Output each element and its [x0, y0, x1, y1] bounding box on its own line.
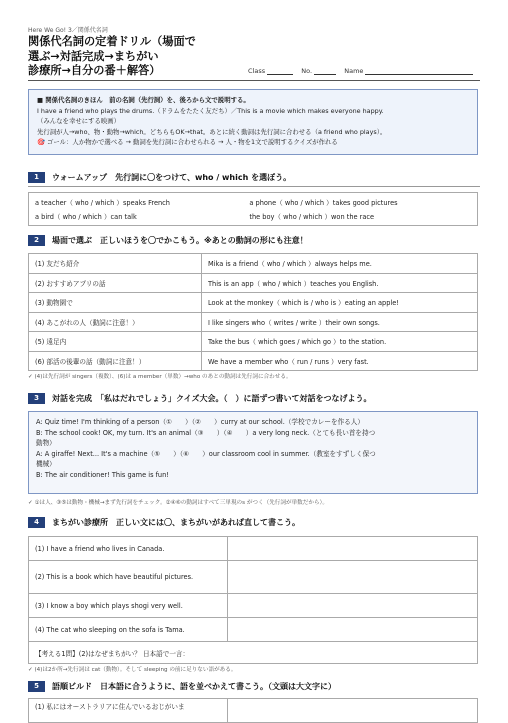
s2-sentence[interactable]: This is an app（ who / which ）teaches you English.: [202, 273, 478, 293]
s2-scene: (1) 友だち紹介: [29, 254, 202, 274]
s4-answer-cell[interactable]: [228, 594, 478, 618]
section-5-heading: [28, 681, 336, 692]
section-4-heading: [28, 517, 300, 528]
dialogue-line: B: The air conditioner! This game is fun!: [36, 470, 169, 479]
section-3-number: 3: [28, 393, 45, 404]
section-1-title: ウォームアップ 先行詞に〇をつけて、who / which を選ぼう。: [52, 173, 292, 182]
worksheet-title: [28, 35, 196, 79]
section-2-number: 2: [28, 235, 45, 246]
s1-item-a[interactable]: a teacher（ who / which ）speaks French: [29, 193, 244, 210]
s2-sentence[interactable]: I like singers who（ writes / write ）their own songs.: [202, 312, 478, 332]
section-2-table: [28, 253, 478, 371]
class-blank[interactable]: [267, 66, 293, 75]
s2-sentence[interactable]: We have a member who（ run / runs ）very fast.: [202, 351, 478, 371]
s4-answer-cell[interactable]: [228, 561, 478, 594]
table-row: [29, 312, 478, 332]
class-label: Class: [248, 67, 266, 75]
table-row: [29, 293, 478, 313]
student-fields: [248, 66, 473, 75]
info-line-2: I have a friend who plays the drums.（ドラムをたたく友だち）／This is a movie which makes everyone happy.: [37, 106, 384, 115]
s2-scene: (5) 遠足内: [29, 332, 202, 352]
s4-think-question[interactable]: 【考える1問】(2)はなぜまちがい？ 日本語で一言：: [29, 642, 478, 664]
table-row: [29, 209, 478, 226]
header-divider: [28, 80, 480, 81]
info-line-4: 先行詞が人→who、物・動物→which。どちらもOK→that。あとに続く動詞は先行詞に合わせる（a friend who plays）。: [37, 127, 387, 136]
s1-item-b[interactable]: a bird（ who / which ）can talk: [29, 209, 244, 226]
section-1-number: 1: [28, 172, 45, 183]
section-3-note: ✓ ①は人、③⑤は動物・機械→まず先行詞をチェック。②④⑥の動詞はすべて三単現のs がつく（先行詞が単数だから）。: [28, 500, 328, 506]
s2-scene: (3) 動物園で: [29, 293, 202, 313]
section-4-note: ✓ (4)は2か所→先行詞は cat（動物）。そして sleeping の前に足りない語がある。: [28, 667, 237, 673]
section-2-title: 場面で選ぶ 正しいほうを〇でかこもう。※あとの動詞の形にも注意！: [52, 236, 308, 245]
table-row: [29, 618, 478, 642]
dialogue-line: A: A giraffe! Next... It's a machine（⑤ ）（⑥ ）our classroom cool in summer.（教室をすずしく保つ: [36, 449, 376, 458]
table-row: [29, 254, 478, 274]
s2-sentence[interactable]: Mika is a friend（ who / which ）always helps me.: [202, 254, 478, 274]
section-1-heading: [28, 172, 291, 183]
no-label: No.: [301, 67, 313, 75]
table-row: [29, 193, 478, 210]
section-3-heading: [28, 393, 372, 404]
title-line-1: 関係代名詞の定着ドリル（場面で: [28, 35, 196, 48]
s2-sentence[interactable]: Look at the monkey（ which is / who is ）eating an apple!: [202, 293, 478, 313]
dialogue-line: 動物）: [36, 439, 56, 447]
name-blank[interactable]: [365, 66, 473, 75]
info-line-1: ■ 関係代名詞のきほん 前の名詞（先行詞）を、後ろから文で説明する。: [37, 96, 250, 104]
series-label: Here We Go! 3／関係代名詞: [28, 27, 108, 34]
title-line-3: 診療所→自分の番＋解答）: [28, 64, 161, 77]
s2-sentence[interactable]: Take the bus（ which goes / which go ）to the station.: [202, 332, 478, 352]
table-row: [29, 642, 478, 664]
s4-sentence: (3) I know a boy which plays shogi very well.: [29, 594, 228, 618]
section-4-title: まちがい診療所 正しい文には〇、まちがいがあれば直して書こう。: [52, 518, 300, 527]
table-row: [29, 537, 478, 561]
table-row: [29, 351, 478, 371]
section-1-rule: [28, 186, 480, 187]
s4-sentence: (4) The cat who sleeping on the sofa is Tama.: [29, 618, 228, 642]
s1-item-c[interactable]: a phone（ who / which ）takes good pictures: [243, 193, 477, 210]
name-label: Name: [344, 67, 364, 75]
dialogue-line: B: The school cook! OK, my turn. It's an animal（③ ）（④ ）a very long neck.（とても長い首を持つ: [36, 428, 376, 437]
s4-answer-cell[interactable]: [228, 537, 478, 561]
section-4-number: 4: [28, 517, 45, 528]
no-blank[interactable]: [314, 66, 336, 75]
section-4-table: [28, 536, 478, 664]
table-row: [29, 594, 478, 618]
grammar-info-box: [28, 89, 478, 155]
section-5-table: [28, 698, 478, 723]
section-3-title: 対話を完成 「私はだれでしょう」クイズ大会。（ ）に語ずつ書いて対話をつなげよう。: [52, 394, 372, 403]
title-line-2: 選ぶ→対話完成→まちがい: [28, 49, 159, 63]
s2-scene: (6) 部活の後輩の話（動詞に注意！）: [29, 351, 202, 371]
section-2-heading: [28, 235, 308, 246]
s2-scene: (2) おすすめアプリの話: [29, 273, 202, 293]
section-5-title: 語順ビルド 日本語に合うように、語を並べかえて書こう。（文頭は大文字に）: [52, 682, 336, 691]
section-5-number: 5: [28, 681, 45, 692]
info-line-5: 🎯 ゴール：人か物かで選べる → 動詞を先行詞に合わせられる → 人・物を1文で説明するクイズが作れる: [37, 138, 338, 146]
table-row: [29, 332, 478, 352]
s4-answer-cell[interactable]: [228, 618, 478, 642]
s4-sentence: (1) I have a friend who lives in Canada.: [29, 537, 228, 561]
table-row: [29, 561, 478, 594]
s4-sentence: (2) This is a book which have beautiful pictures.: [29, 561, 228, 594]
section-1-table: [28, 192, 478, 226]
dialogue-box[interactable]: [28, 411, 478, 494]
info-line-3: （みんなを幸せにする映画）: [37, 117, 121, 125]
dialogue-line: A: Quiz time! I'm thinking of a person（① ）（② ）curry at our school.（学校でカレーを作る人）: [36, 418, 364, 426]
table-row: [29, 273, 478, 293]
s2-scene: (4) あこがれの人（動詞に注意！）: [29, 312, 202, 332]
section-2-note: ✓ (4)は先行詞が singers（複数）、(6)は a member（単数）→who のあとの動詞は先行詞に合わせる。: [28, 374, 292, 380]
dialogue-line: 機械）: [36, 460, 56, 468]
s5-prompt: (1) 私にはオーストラリアに住んでいるおじがいま: [29, 699, 228, 723]
s1-item-d[interactable]: the boy（ who / which ）won the race: [243, 209, 477, 226]
